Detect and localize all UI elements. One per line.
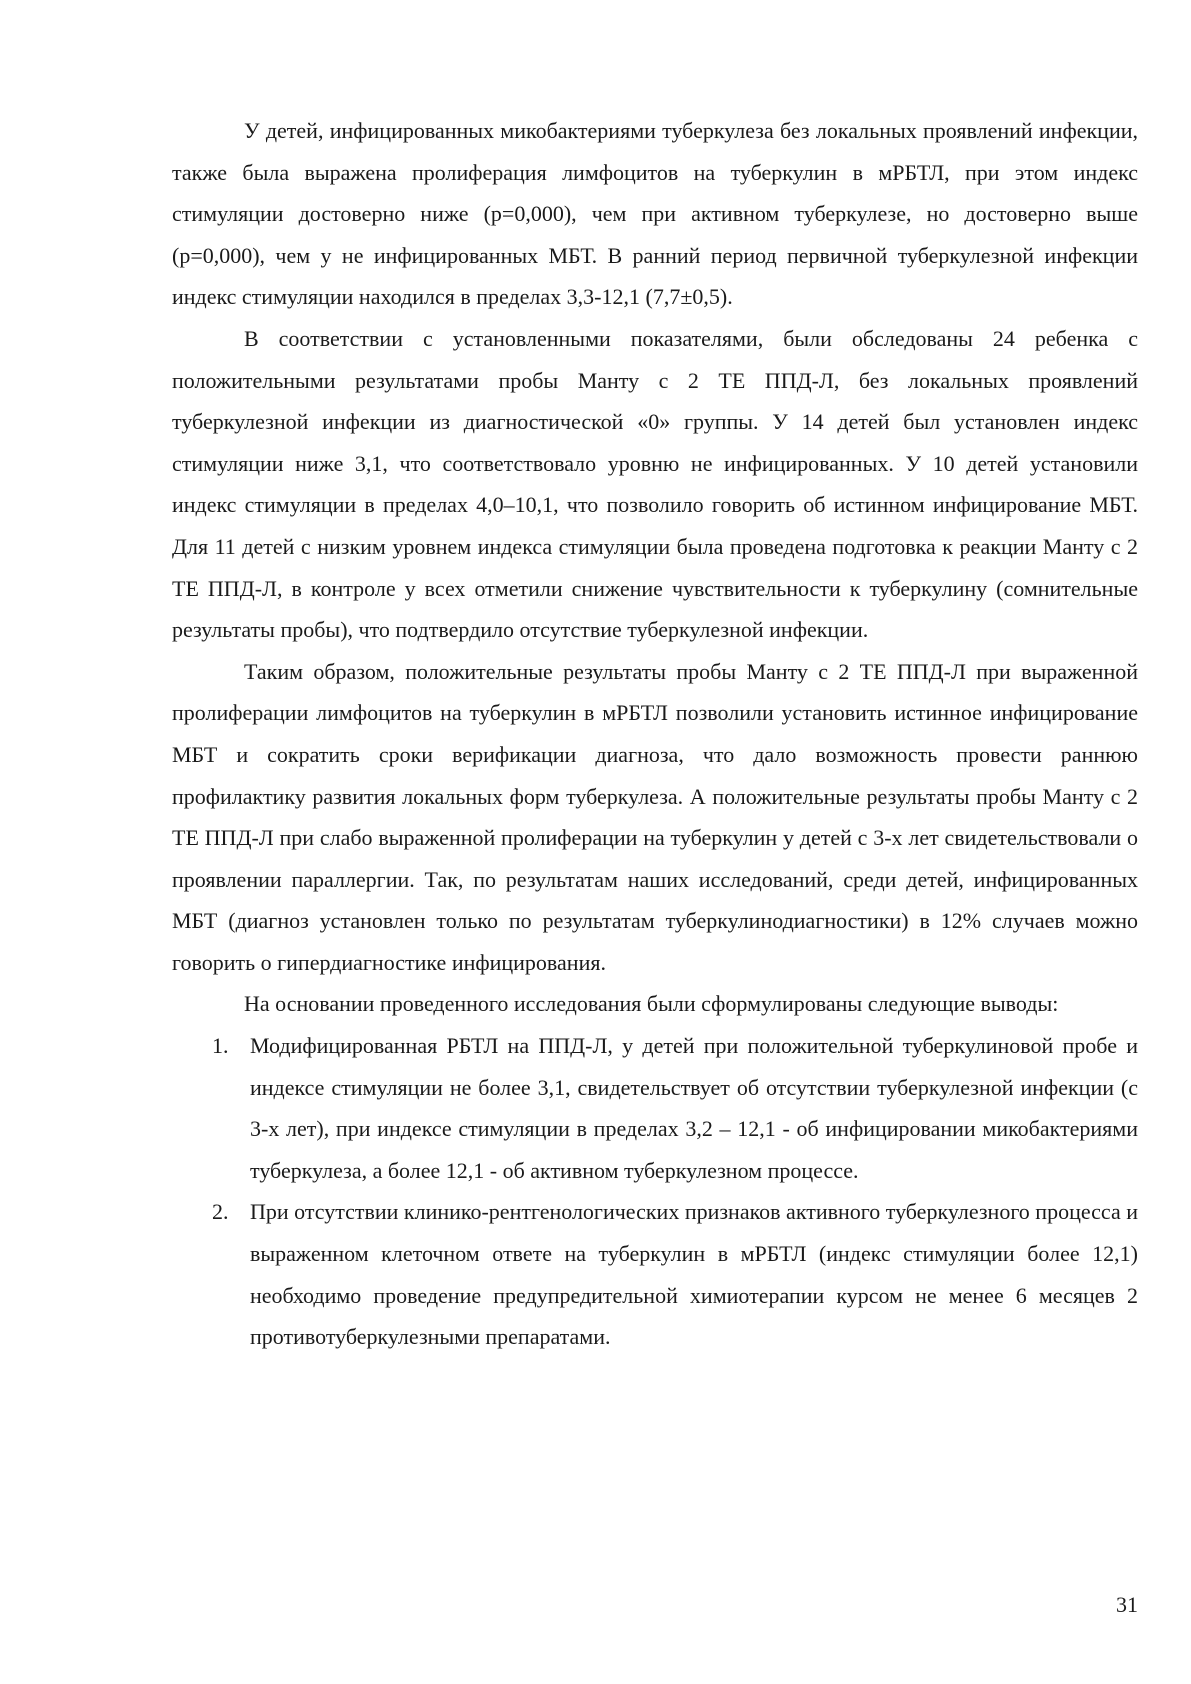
paragraph-conclusion-summary: Таким образом, положительные результаты пробы Манту с 2 ТЕ ППД-Л при выраженной пролиферации лимфоцитов на туберкулин в мРБТЛ позволили установить истинное инфицирование МБТ и сократить сроки верификации диагноза, что дало возможность провести раннюю профилактику развития локальных форм туберкулеза. А положительные результаты пробы Манту с 2 ТЕ ППД-Л при слабо выраженной пролиферации на туберкулин у детей с 3-х лет свидетельствовали о проявлении параллергии. Так, по результатам наших исследований, среди детей, инфицированных МБТ (диагноз установлен только по результатам туберкулинодиагностики) в 12% случаев можно говорить о гипердиагностике инфицирования. [172, 658, 1138, 975]
list-item-number: 2. [212, 1199, 229, 1225]
list-item-number: 1. [212, 1033, 229, 1059]
page-number: 31 [1116, 1592, 1138, 1617]
document-body [172, 110, 1138, 1358]
conclusions-list [172, 1025, 1138, 1358]
list-item [172, 1025, 1138, 1191]
list-item-text: При отсутствии клинико-рентгенологических признаков активного туберкулезного процесса и выраженном клеточном ответе на туберкулин в мРБТЛ (индекс стимуляции более 12,1) необходимо проведение предупредительной химиотерапии курсом не менее 6 месяцев 2 противотуберкулезными препаратами. [250, 1199, 1139, 1350]
paragraph-infected-children: У детей, инфицированных микобактериями туберкулеза без локальных проявлений инфекции, также была выражена пролиферация лимфоцитов на туберкулин в мРБТЛ, при этом индекс стимуляции достоверно ниже (р=0,000), чем при активном туберкулезе, но достоверно выше (р=0,000), чем у не инфицированных МБТ. В ранний период первичной туберкулезной инфекции индекс стимуляции находился в пределах 3,3-12,1 (7,7±0,5). [172, 118, 1138, 310]
paragraph-conclusions-intro: На основании проведенного исследования были сформулированы следующие выводы: [244, 991, 1059, 1017]
list-item [172, 1191, 1138, 1357]
list-item-text: Модифицированная РБТЛ на ППД-Л, у детей при положительной туберкулиновой пробе и индексе стимуляции не более 3,1, свидетельствует об отсутствии туберкулезной инфекции (с 3-х лет), при индексе стимуляции в пределах 3,2 – 12,1 - об инфицировании микобактериями туберкулеза, а более 12,1 - об активном туберкулезном процессе. [250, 1033, 1138, 1183]
paragraph-examined-24-children: В соответствии с установленными показателями, были обследованы 24 ребенка с положительными результатами пробы Манту с 2 ТЕ ППД-Л, без локальных проявлений туберкулезной инфекции из диагностической «0» группы. У 14 детей был установлен индекс стимуляции ниже 3,1, что соответствовало уровню не инфицированных. У 10 детей установили индекс стимуляции в пределах 4,0–10,1, что позволило говорить об истинном инфицирование МБТ. Для 11 детей с низким уровнем индекса стимуляции была проведена подготовка к реакции Манту с 2 ТЕ ППД-Л, в контроле у всех отметили снижение чувствительности к туберкулину (сомнительные результаты пробы), что подтвердило отсутствие туберкулезной инфекции. [172, 325, 1138, 643]
